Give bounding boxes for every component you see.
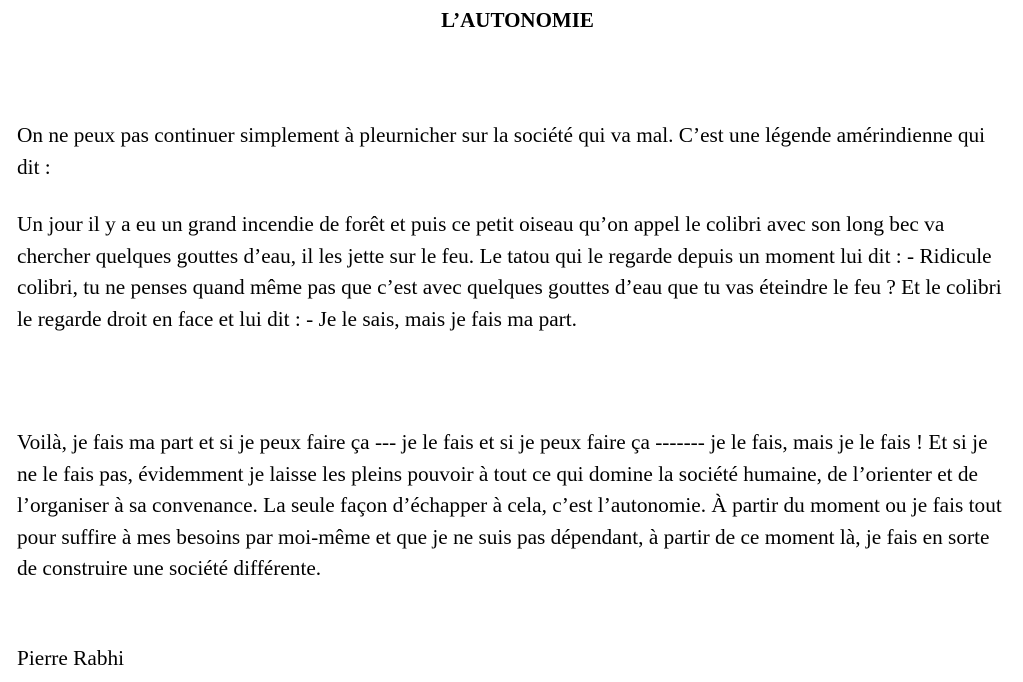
paragraph-autonomy: Voilà, je fais ma part et si je peux faire ça --- je le fais et si je peux faire ça ------- je le fais, mais je le fais ! Et si je ne le fais pas, évidemment je laisse les pleins pouvoir à tout ce qui domine la société humaine, de l’orienter et de l’organiser à sa convenance. La seule façon d’échapper à cela, c’est l’autonomie. À partir du moment ou je fais tout pour suffire à mes besoins par moi-même et que je ne suis pas dépendant, à partir de ce moment là, je fais en sorte de construire une société différente.: [17, 430, 1002, 581]
document-title: L’AUTONOMIE: [441, 8, 594, 32]
paragraph-intro: On ne peux pas continuer simplement à pleurnicher sur la société qui va mal. C’est une légende amérindienne qui dit :: [17, 123, 986, 179]
paragraph-legend: Un jour il y a eu un grand incendie de forêt et puis ce petit oiseau qu’on appel le colibri avec son long bec va chercher quelques gouttes d’eau, il les jette sur le feu. Le tatou qui le regarde depuis un moment lui dit : - Ridicule colibri, tu ne penses quand même pas que c’est avec quelques gouttes d’eau que tu vas éteindre le feu ? Et le colibri le regarde droit en face et lui dit : - Je le sais, mais je fais ma part.: [17, 212, 1002, 331]
author-signature: Pierre Rabhi: [17, 646, 125, 670]
